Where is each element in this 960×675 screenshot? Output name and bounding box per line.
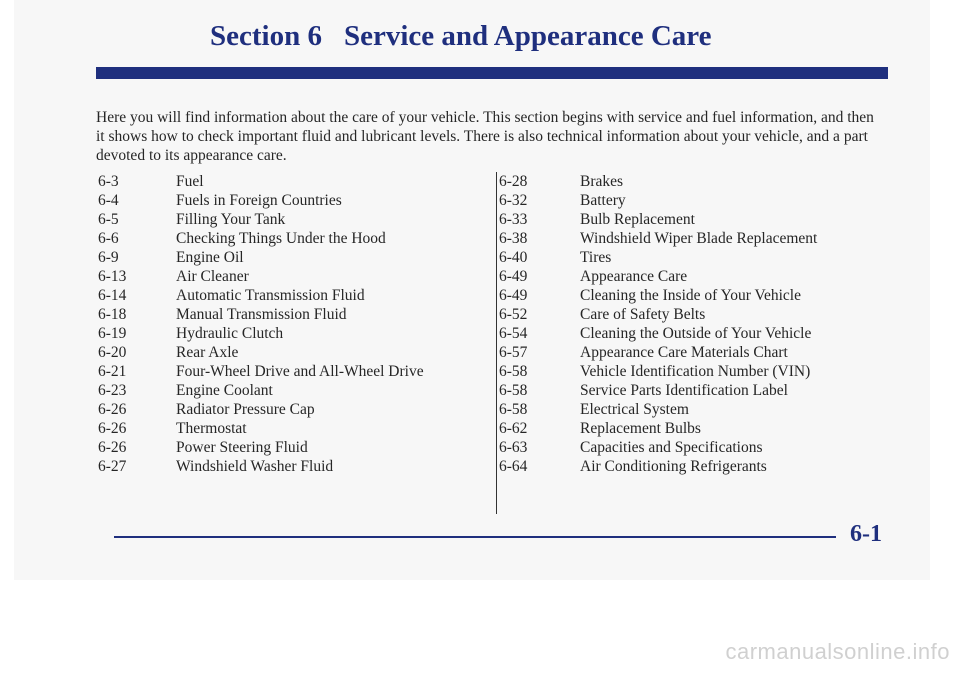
toc-row xyxy=(499,267,817,286)
toc-row xyxy=(499,381,817,400)
toc-right-column xyxy=(499,172,817,476)
toc-topic: Manual Transmission Fluid xyxy=(176,306,347,323)
footer-rule xyxy=(114,536,836,538)
toc-row xyxy=(499,343,817,362)
toc-page: 6-14 xyxy=(98,287,127,304)
toc-page: 6-19 xyxy=(98,325,127,342)
toc-page: 6-49 xyxy=(499,287,528,304)
toc-page: 6-57 xyxy=(499,344,528,361)
toc-row xyxy=(499,419,817,438)
toc-topic: Appearance Care xyxy=(580,268,688,285)
toc-topic: Fuel xyxy=(176,173,204,190)
toc-topic: Thermostat xyxy=(176,420,247,437)
toc-page: 6-58 xyxy=(499,401,528,418)
toc-row xyxy=(98,343,424,362)
toc-topic: Fuels in Foreign Countries xyxy=(176,192,342,209)
toc-topic: Automatic Transmission Fluid xyxy=(176,287,365,304)
toc-page: 6-26 xyxy=(98,439,127,456)
toc-row xyxy=(499,305,817,324)
toc-row xyxy=(499,438,817,457)
toc-row xyxy=(98,248,424,267)
manual-page xyxy=(14,0,930,580)
toc-topic: Filling Your Tank xyxy=(176,211,286,228)
toc-row xyxy=(98,400,424,419)
toc-row xyxy=(98,438,424,457)
toc-topic: Bulb Replacement xyxy=(580,211,695,228)
toc-page: 6-64 xyxy=(499,458,528,475)
toc-topic: Battery xyxy=(580,192,626,209)
toc-topic: Care of Safety Belts xyxy=(580,306,706,323)
toc-page: 6-63 xyxy=(499,439,528,456)
toc-topic: Appearance Care Materials Chart xyxy=(580,344,788,361)
toc-topic: Rear Axle xyxy=(176,344,239,361)
toc-topic: Hydraulic Clutch xyxy=(176,325,284,342)
section-name: Service and Appearance Care xyxy=(343,20,712,52)
toc-page: 6-33 xyxy=(499,211,528,228)
toc-topic: Vehicle Identification Number (VIN) xyxy=(580,363,811,380)
intro-paragraph: Here you will find information about the care of your vehicle. This section begins with service and fuel information, and then it shows how to check important fluid and lubricant levels. There is also technical information about your vehicle, and a part devoted to its appearance care. xyxy=(96,109,874,164)
toc-page: 6-23 xyxy=(98,382,127,399)
toc-row xyxy=(499,400,817,419)
toc-page: 6-6 xyxy=(98,230,119,247)
toc-page: 6-4 xyxy=(98,192,119,209)
toc-topic: Cleaning the Inside of Your Vehicle xyxy=(580,287,801,304)
toc-topic: Checking Things Under the Hood xyxy=(176,230,386,247)
page-number: 6-1 xyxy=(850,521,882,547)
toc-page: 6-20 xyxy=(98,344,127,361)
toc-row xyxy=(98,381,424,400)
toc-page: 6-27 xyxy=(98,458,127,475)
toc-row xyxy=(499,172,817,191)
toc-topic: Electrical System xyxy=(580,401,689,418)
toc-topic: Windshield Wiper Blade Replacement xyxy=(580,230,818,247)
toc-page: 6-28 xyxy=(499,173,528,190)
title-rule xyxy=(96,67,888,79)
toc-row xyxy=(98,457,424,476)
toc-row xyxy=(98,305,424,324)
toc-row xyxy=(98,229,424,248)
toc-row xyxy=(98,362,424,381)
toc-page: 6-9 xyxy=(98,249,119,266)
toc-row xyxy=(98,286,424,305)
toc-topic: Engine Coolant xyxy=(176,382,273,399)
toc-row xyxy=(499,457,817,476)
toc-page: 6-3 xyxy=(98,173,119,190)
column-divider xyxy=(496,172,497,514)
toc-page: 6-18 xyxy=(98,306,127,323)
toc-page: 6-38 xyxy=(499,230,528,247)
toc-row xyxy=(499,286,817,305)
toc-row xyxy=(98,210,424,229)
watermark-text: carmanualsonline.info xyxy=(725,639,950,664)
toc-page: 6-13 xyxy=(98,268,127,285)
toc-row xyxy=(98,267,424,286)
section-number: Section 6 xyxy=(210,20,322,52)
toc-topic: Air Conditioning Refrigerants xyxy=(580,458,767,475)
toc-row xyxy=(499,324,817,343)
toc-topic: Four-Wheel Drive and All-Wheel Drive xyxy=(176,363,424,380)
toc-topic: Radiator Pressure Cap xyxy=(176,401,315,418)
toc-page: 6-21 xyxy=(98,363,127,380)
toc-topic: Brakes xyxy=(580,173,624,190)
toc-page: 6-58 xyxy=(499,382,528,399)
toc-topic: Cleaning the Outside of Your Vehicle xyxy=(580,325,812,342)
toc-topic: Tires xyxy=(580,249,612,266)
toc-page: 6-26 xyxy=(98,420,127,437)
toc-topic: Air Cleaner xyxy=(176,268,249,285)
toc-page: 6-49 xyxy=(499,268,528,285)
toc-page: 6-40 xyxy=(499,249,528,266)
toc-row xyxy=(499,210,817,229)
toc-row xyxy=(98,324,424,343)
toc-topic: Windshield Washer Fluid xyxy=(176,458,334,475)
toc-page: 6-54 xyxy=(499,325,528,342)
toc-row xyxy=(98,172,424,191)
toc-row xyxy=(98,191,424,210)
toc-page: 6-5 xyxy=(98,211,119,228)
toc-page: 6-62 xyxy=(499,420,528,437)
toc-topic: Power Steering Fluid xyxy=(176,439,308,456)
toc-page: 6-58 xyxy=(499,363,528,380)
toc-left-column xyxy=(98,172,424,476)
toc-topic: Service Parts Identification Label xyxy=(580,382,788,399)
toc-page: 6-52 xyxy=(499,306,528,323)
toc-topic: Engine Oil xyxy=(176,249,244,266)
toc-topic: Capacities and Specifications xyxy=(580,439,763,456)
toc-row xyxy=(499,191,817,210)
toc-row xyxy=(98,419,424,438)
toc-row xyxy=(499,248,817,267)
toc-topic: Replacement Bulbs xyxy=(580,420,701,437)
toc-row xyxy=(499,362,817,381)
toc-row xyxy=(499,229,817,248)
section-title xyxy=(210,20,712,53)
toc-page: 6-26 xyxy=(98,401,127,418)
toc-page: 6-32 xyxy=(499,192,528,209)
